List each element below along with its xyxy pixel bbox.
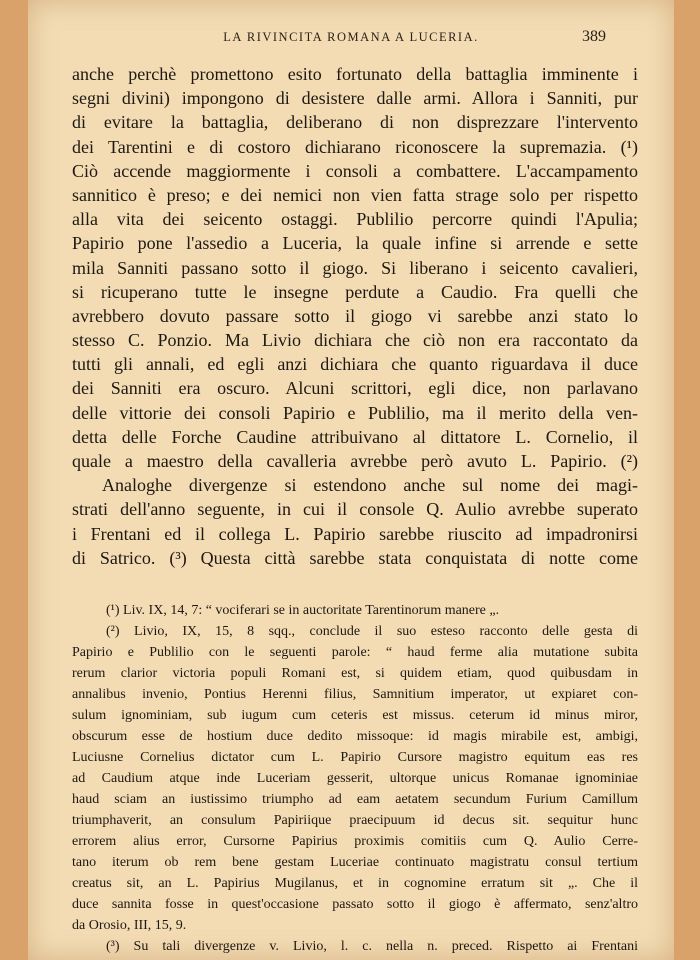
footnote-line: (³) Su tali divergenze v. Livio, l. c. nella n. preced. Rispetto ai Frentani	[106, 939, 638, 954]
text-line: di evitare la battaglia, deliberano di non disprezzare l'intervento	[72, 112, 638, 133]
footnote-line: Luciusne Cornelius dictator cum L. Papirio Cursore magistro equitum eas res	[72, 750, 638, 765]
text-line: Ciò accende maggiormente i consoli a combattere. L'accampamento	[72, 160, 638, 181]
footnote-line: obscurum esse de hostium duce dedito missoque: id magis mirabile est, ambigi,	[72, 729, 638, 744]
text-line: quale a maestro della cavalleria avrebbe però avuto L. Papirio. (²)	[72, 451, 638, 471]
footnote-line: ad Caudium atque inde Luceriam gesserit, ultorque unicus Romanae ignominiae	[72, 771, 638, 786]
book-page	[28, 0, 674, 960]
text-line: dei Tarentini e di costoro dichiarano riconoscere la supremazia. (¹)	[72, 136, 638, 157]
text-line: strati dell'anno seguente, in cui il console Q. Aulio avrebbe superato	[72, 499, 638, 520]
text-line: detta delle Forche Caudine attribuivano al dittatore L. Cornelio, il	[72, 426, 638, 447]
text-line: anche perchè promettono esito fortunato della battaglia imminente i	[72, 64, 638, 84]
footnote-line: creatus sit, an L. Papirius Mugilanus, et in cognomine erratum sit „. Che il	[72, 876, 638, 891]
footnote-line: duce sannita fosse in quest'occasione passato sotto il giogo è affermato, senz'altro	[72, 897, 638, 912]
footnote-line: triumphaverit, an consulum Papiriique praecipuum id decus sit. sequitur hunc	[72, 813, 638, 828]
footnote-line: tano iterum ob rem bene gestam Luceriae continuato magistratu consul tertium	[72, 855, 638, 870]
text-line: stesso C. Ponzio. Ma Livio dichiara che ciò non era raccontato da	[72, 330, 638, 351]
page-number: 389	[582, 28, 606, 45]
text-line: sannitico è preso; e dei nemici non vien fatta strage solo per rispetto	[72, 184, 638, 205]
footnote-line: sulum ignominiam, sub iugum cum ceteris est missus. ceterum id minus miror,	[72, 708, 638, 723]
text-line: i Frentani ed il collega L. Papirio sarebbe riuscito ad impadronirsi	[72, 523, 638, 544]
footnote-line: da Orosio, III, 15, 9.	[72, 918, 187, 933]
footnote-line: Papirio e Publilio con le seguenti parole: “ haud ferme alia mutatione subita	[72, 645, 638, 660]
footnote-line: annalibus invenio, Pontius Herenni filius, Samnitium imperator, ut expiaret con-	[72, 687, 638, 702]
main-text	[72, 62, 638, 570]
text-line: tutti gli annali, ed egli anzi dichiara che quanto riguardava il duce	[72, 354, 638, 375]
footnote-line: haud sciam an iustissimo triumpho ad eam aetatem secundum Furium Camillum	[72, 792, 638, 807]
footnote-line: (¹) Liv. IX, 14, 7: “ vociferari se in auctoritate Tarentinorum manere „.	[106, 603, 500, 618]
text-line: avrebbero dovuto passare sotto il giogo vi sarebbe anzi stato lo	[72, 305, 638, 326]
footnote-line: rerum clarior victoria populi Romani est, si quidem etiam, quod quibusdam in	[72, 666, 638, 681]
page-header	[28, 28, 674, 52]
text-line: dei Sanniti era oscuro. Alcuni scrittori, egli dice, non parlavano	[72, 378, 638, 399]
footnote-line: (²) Livio, IX, 15, 8 sqq., conclude il suo esteso racconto delle gesta di	[106, 624, 638, 639]
text-line: di Satrico. (³) Questa città sarebbe stata conquistata di notte come	[72, 547, 638, 568]
text-line: mila Sanniti passano sotto il giogo. Si liberano i seicento cavalieri,	[72, 257, 638, 278]
footnote-line: errorem alius error, Cursorne Papirius proximis comitiis cum Q. Aulio Cerre-	[72, 834, 638, 849]
text-line: Papirio pone l'assedio a Luceria, la quale infine si arrende e sette	[72, 233, 638, 254]
text-line: segni divini) impongono di desistere dalle armi. Allora i Sanniti, pur	[72, 88, 638, 109]
text-line: delle vittorie dei consoli Papirio e Publilio, ma il merito della ven-	[72, 402, 638, 423]
footnotes	[72, 600, 638, 957]
text-line: alla vita dei seicento ostaggi. Publilio percorre quindi l'Apulia;	[72, 209, 638, 230]
text-line: Analoghe divergenze si estendono anche sul nome dei magi-	[102, 475, 638, 496]
running-title: LA RIVINCITA ROMANA A LUCERIA.	[223, 30, 479, 44]
text-line: si ricuperano tutte le insegne perdute a Caudio. Fra quelli che	[72, 281, 638, 302]
